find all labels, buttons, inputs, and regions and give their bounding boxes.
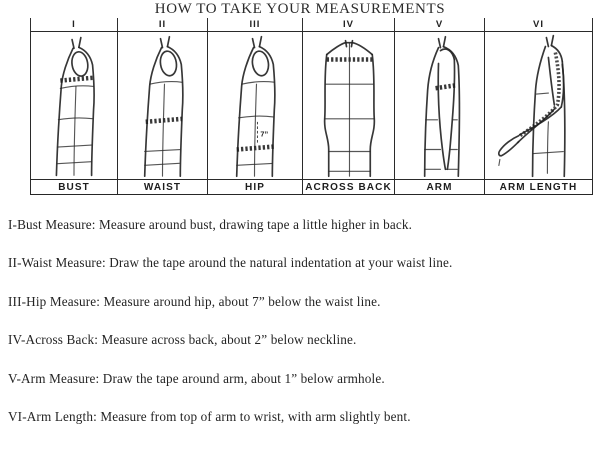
instruction-bust: I-Bust Measure: Measure around bust, drawing tape a little higher in back. <box>8 217 413 232</box>
arm-figure-illustration <box>395 32 484 179</box>
instruction-waist: II-Waist Measure: Draw the tape around the natural indentation at your waist line. <box>8 255 453 271</box>
panel-label-arm <box>395 180 485 194</box>
panel-label-bust <box>30 180 118 194</box>
panel-label-hip <box>208 180 303 194</box>
numeral-label: III <box>249 19 261 30</box>
panel-label: WAIST <box>143 181 182 193</box>
instruction-list <box>8 215 596 445</box>
panel-across-back <box>303 32 395 179</box>
panel-numeral-hip <box>208 18 303 31</box>
panel-label-arm-length <box>485 180 593 194</box>
panel-label-row <box>30 179 593 195</box>
panel-numeral-arm-length <box>485 18 593 31</box>
numeral-label: V <box>435 19 444 30</box>
across-back-figure-illustration <box>303 32 394 179</box>
panel-bust <box>30 32 118 179</box>
instruction-across-back: IV-Across Back: Measure across back, about 2” below neckline. <box>8 332 357 348</box>
panel-label-waist <box>118 180 208 194</box>
panel-figure-row <box>30 31 593 179</box>
waist-figure-illustration <box>118 32 207 179</box>
panel-label: ARM <box>426 181 453 193</box>
instruction-arm-length: VI-Arm Length: Measure from top of arm to wrist, with arm slightly bent. <box>8 408 411 424</box>
panel-numeral-waist <box>118 18 208 31</box>
hip-figure-illustration <box>208 32 302 179</box>
panel-numeral-across-back <box>303 18 395 31</box>
panel-numeral-bust <box>30 18 118 31</box>
bust-figure-illustration <box>31 32 117 179</box>
panel-label: HIP <box>245 181 265 193</box>
panel-hip <box>208 32 303 179</box>
panel-arm <box>395 32 485 179</box>
panel-label: ARM LENGTH <box>499 181 578 193</box>
page-title: HOW TO TAKE YOUR MEASUREMENTS <box>154 1 446 17</box>
seven-inch-annotation: 7” <box>260 129 269 139</box>
panel-arm-length <box>485 32 593 179</box>
instruction-arm: V-Arm Measure: Draw the tape around arm, about 1” below armhole. <box>8 370 385 386</box>
panel-label: BUST <box>58 181 90 193</box>
numeral-label: II <box>158 19 167 30</box>
arm-length-figure-illustration <box>485 32 592 179</box>
panel-label: ACROSS BACK <box>305 181 392 193</box>
numeral-label: VI <box>533 19 544 30</box>
numeral-label: IV <box>343 19 354 30</box>
instruction-hip: III-Hip Measure: Measure around hip, about 7” below the waist line. <box>8 293 381 309</box>
measurement-diagram-strip <box>30 18 593 195</box>
numeral-label: I <box>72 19 76 30</box>
panel-label-across-back <box>303 180 395 194</box>
panel-numeral-row <box>30 18 593 31</box>
panel-numeral-arm <box>395 18 485 31</box>
panel-waist <box>118 32 208 179</box>
